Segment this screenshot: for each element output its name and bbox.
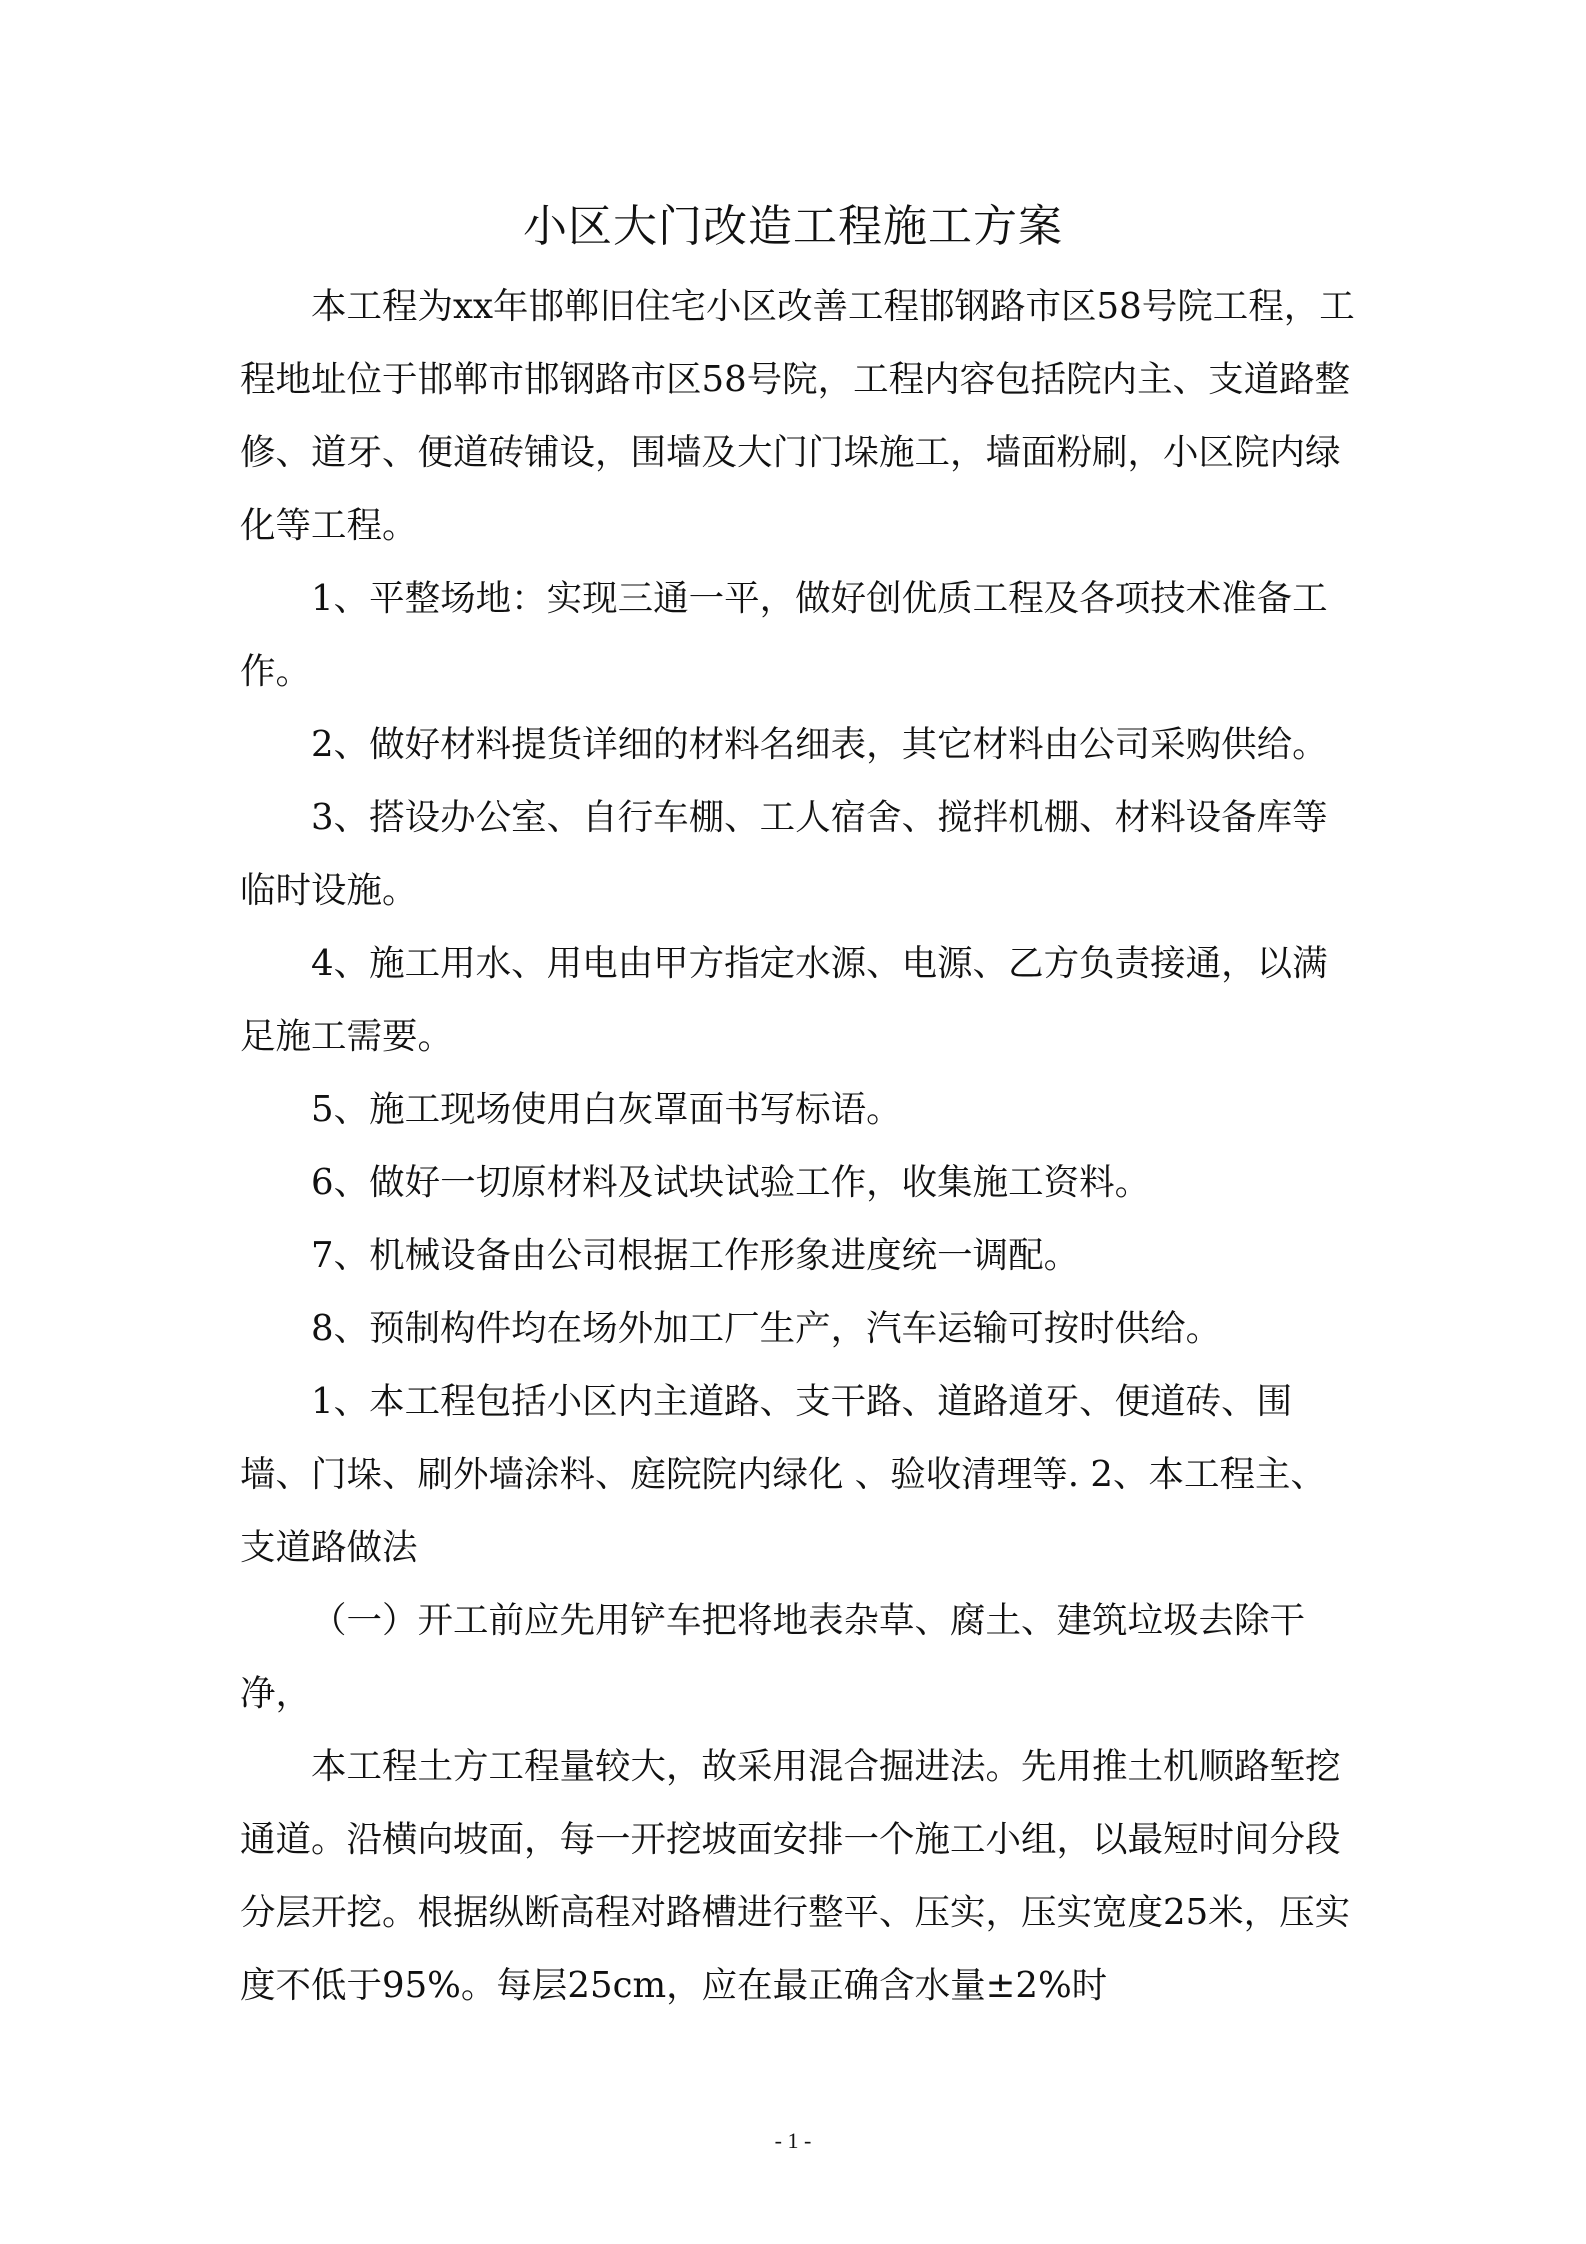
paragraph-scope: 1、本工程包括小区内主道路、支干路、道路道牙、便道砖、围墙、门垛、刷外墙涂料、庭院院内绿化 、验收清理等. 2、本工程主、支道路做法 — [240, 1381, 1326, 1568]
document-body — [240, 270, 1360, 2022]
paragraph-item-4: 4、施工用水、用电由甲方指定水源、电源、乙方负责接通，以满足施工需要。 — [240, 943, 1328, 1057]
paragraph-item-7: 7、机械设备由公司根据工作形象进度统一调配。 — [311, 1235, 1080, 1276]
paragraph-item-8: 8、预制构件均在场外加工厂生产，汽车运输可按时供给。 — [311, 1308, 1222, 1349]
paragraph-earthwork: 本工程土方工程量较大，故采用混合掘进法。先用推土机顺路堑挖通道。沿横向坡面，每一开挖坡面安排一个施工小组，以最短时间分段分层开挖。根据纵断高程对路槽进行整平、压实，压实宽度25米，压实度不低于95%。每层25cm，应在最正确含水量±2%时 — [240, 1746, 1351, 2006]
document-title: 小区大门改造工程施工方案 — [523, 201, 1063, 252]
paragraph-intro: 本工程为xx年邯郸旧住宅小区改善工程邯钢路市区58号院工程，工程地址位于邯郸市邯钢路市区58号院，工程内容包括院内主、支道路整修、道牙、便道砖铺设，围墙及大门门垛施工，墙面粉刷，小区院内绿化等工程。 — [240, 286, 1355, 546]
page-number: - 1 - — [774, 2128, 812, 2153]
paragraph-item-3: 3、搭设办公室、自行车棚、工人宿舍、搅拌机棚、材料设备库等临时设施。 — [240, 797, 1328, 911]
paragraph-item-5: 5、施工现场使用白灰罩面书写标语。 — [311, 1089, 902, 1130]
paragraph-site-clearing: （一）开工前应先用铲车把将地表杂草、腐土、建筑垃圾去除干净， — [240, 1600, 1306, 1714]
paragraph-item-6: 6、做好一切原材料及试块试验工作，收集施工资料。 — [311, 1162, 1151, 1203]
paragraph-item-1: 1、平整场地：实现三通一平，做好创优质工程及各项技术准备工作。 — [240, 578, 1328, 692]
paragraph-item-2: 2、做好材料提货详细的材料名细表，其它材料由公司采购供给。 — [311, 724, 1328, 765]
